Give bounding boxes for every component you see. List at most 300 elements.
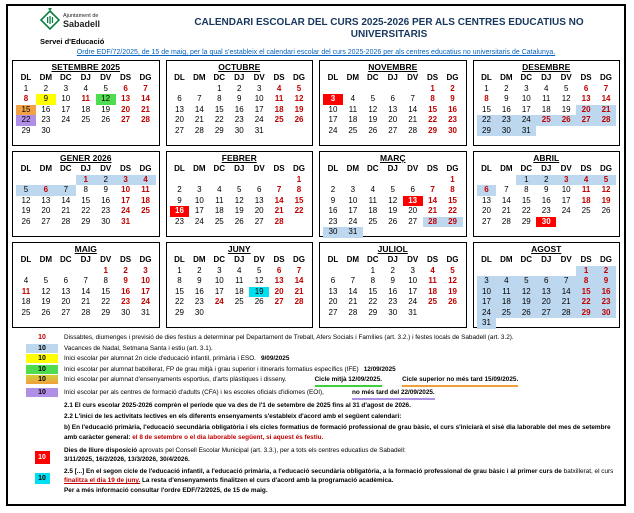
day-cell: 26 [388,216,398,226]
day-cell: 15 [576,287,596,298]
day-cell: 28 [294,297,304,306]
day-cell: 13 [328,286,338,296]
day-cell: 12 [41,286,51,296]
weekday-header: DV [560,73,572,82]
day-cell: 31 [254,125,264,135]
day-cell: 2 [177,185,182,194]
day-cell: 5 [596,175,616,186]
day-cell: 16 [501,104,511,114]
day-cell: 3 [217,265,222,275]
month-calendar-setembre [12,60,160,146]
day-cell: 26 [41,307,51,317]
weekday-header: DJ [541,164,552,173]
day-cell: 2 [450,83,455,93]
day-cell: 13 [536,287,556,298]
day-cell: 5 [103,83,108,93]
month-title: DESEMBRE [522,62,571,72]
day-cell: 15 [521,195,531,205]
day-cell: 9 [330,195,336,205]
day-cell: 1 [484,83,489,93]
legend-date-cicle-superior: Cicle superior no més tard 15/09/2025. [402,375,518,387]
day-cell: 19 [368,115,378,124]
day-cell: 20 [175,115,184,124]
day-cell: 15 [214,104,224,114]
day-cell: 8 [524,185,529,194]
day-cell [383,175,403,186]
day-cell: 1 [296,174,302,184]
day-cell: 23 [541,206,551,215]
legend-row-inici-batxillerat [12,365,620,374]
day-cell [189,84,209,95]
day-cell: 8 [103,276,108,285]
day-cell: 16 [541,195,551,205]
weekday-header: DG [600,164,613,173]
sabadell-logo-icon [40,8,60,35]
day-cell: 11 [215,195,224,205]
day-cell: 19 [388,206,398,215]
day-cell [516,266,536,277]
header [12,8,620,46]
weekday-header: DL [174,255,185,264]
day-cell: 16 [170,206,190,217]
day-cell: 9 [237,94,242,103]
day-cell: 14 [294,276,304,285]
day-cell: 28 [81,307,91,317]
legend-row-lliure-disposicio [12,446,620,464]
day-cell: 20 [576,105,596,116]
day-cell: 6 [390,94,395,103]
day-cell: 1 [450,174,455,184]
day-cell: 16 [328,206,338,215]
day-cell: 9 [197,276,202,285]
day-cell: 24 [254,115,264,124]
day-cell: 19 [21,206,31,215]
day-cell: 1 [370,265,376,275]
weekday-header: DG [139,73,152,82]
weekday-header: DL [20,164,32,173]
day-cell: 27 [482,216,491,226]
day-cell [403,175,423,186]
weekday-header: DL [327,164,339,173]
day-cell: 13 [482,195,491,205]
day-cell: 24 [561,206,571,215]
day-cell: 11 [21,286,31,296]
day-cell: 17 [328,115,338,124]
day-cell: 4 [350,94,356,103]
day-cell: 13 [388,104,398,114]
lliure-dates: 3/11/2025, 16/2/2026, 13/3/2026, 30/4/2026. [64,456,190,463]
day-cell: 22 [16,115,36,126]
legend-text-fi-curs [64,467,620,495]
day-cell: 20 [536,297,556,308]
day-cell: 28 [556,308,576,319]
day-cell [323,266,343,277]
day-cell: 15 [81,195,91,205]
legend-row-weekends [12,333,620,342]
day-cell [16,266,36,277]
day-cell: 23 [496,115,516,126]
day-cell [556,266,576,277]
day-cell: 4 [370,185,376,194]
weekday-header: DJ [541,73,552,82]
legend-date-inici-batxillerat: 12/09/2025 [363,365,396,373]
weekday-header: DV [253,255,265,264]
org-name-small: Ajuntament de [63,12,99,19]
weekday-header: DL [174,73,185,82]
weekday-header: DM [346,164,360,173]
day-cell [363,175,383,186]
day-cell: 17 [521,104,531,114]
day-cell: 2 [43,83,49,93]
day-cell: 2 [596,266,616,277]
day-cell: 28 [274,216,284,226]
day-cell: 5 [43,276,49,285]
day-cell: 17 [254,104,264,114]
day-cell: 4 [83,83,88,93]
day-cell: 14 [348,286,358,296]
day-cell: 9 [390,276,395,285]
legend-text-inici-batxillerat: Inici escolar per alumnat batxillerat, FP de grau mitjà i grau superior i itineraris formatius específics (IFE) [64,365,359,373]
day-cell: 17 [141,286,150,296]
day-cell: 20 [254,206,264,215]
day-cell: 7 [350,276,356,285]
day-cell: 8 [83,185,88,194]
weekday-header: DL [327,73,339,82]
day-cell: 25 [21,307,31,317]
day-cell [229,175,249,186]
month-title: MAIG [74,244,97,254]
day-cell: 3 [350,185,356,194]
day-cell: 5 [237,185,242,194]
day-cell: 2 [504,83,509,93]
day-cell: 10 [561,185,571,194]
day-cell: 26 [294,115,304,124]
day-cell: 23 [175,216,184,226]
day-cell: 6 [583,83,589,93]
day-cell: 27 [576,115,596,126]
day-cell: 30 [121,307,131,317]
weekday-header: DG [293,164,306,173]
page-title: CALENDARI ESCOLAR DEL CURS 2025-2026 PER ALS CENTRES EDUCATIUS NO UNIVERSITARIS [194,17,584,40]
day-cell: 24 [121,206,131,215]
day-cell: 16 [234,104,244,114]
day-cell: 19 [101,104,111,114]
day-cell: 7 [276,185,282,194]
weekday-header: DS [120,164,132,173]
day-cell: 7 [83,276,88,285]
day-cell: 1 [430,83,435,93]
day-cell: 19 [234,206,244,215]
day-cell: 9 [103,185,108,194]
day-cell: 12 [388,195,398,205]
day-cell: 10 [521,94,531,103]
month-calendar-agost [473,242,621,328]
weekday-header: DM [500,255,513,264]
day-cell [170,84,190,95]
weekday-header: DC [213,255,226,264]
day-cell: 11 [542,94,551,103]
weekday-header: DJ [80,164,91,173]
weekday-header: DJ [387,73,398,82]
legend-row-inici-cfa [12,388,620,400]
day-cell: 25 [496,308,516,319]
day-cell: 22 [81,206,91,215]
day-cell [383,84,403,95]
day-cell: 11 [81,94,90,103]
day-cell: 28 [501,216,511,226]
day-cell: 26 [556,115,576,126]
day-cell: 26 [368,125,378,135]
day-cell: 21 [81,297,91,306]
day-cell: 27 [61,307,71,317]
legend-row-fi-curs [12,467,620,495]
weekday-header: DL [327,255,339,264]
day-cell: 22 [368,297,378,306]
day-cell: 22 [576,297,596,308]
day-cell: 27 [388,125,398,135]
day-cell: 6 [123,83,128,93]
day-cell: 27 [274,297,284,306]
day-cell: 23 [448,115,457,124]
weekday-header: DJ [541,255,552,264]
legend-swatch-nadal: 10 [26,344,58,353]
day-cell: 27 [536,308,556,319]
day-cell: 19 [249,287,269,298]
day-cell: 23 [41,115,51,124]
day-cell: 21 [501,206,511,215]
day-cell: 19 [41,297,51,306]
weekday-header: DC [60,255,72,264]
month-calendar-maig [12,242,160,328]
legend-text-inici-infantil: Inici escolar per alumnat 2n cicle d'educació infantil, primària i ESO. [64,355,256,362]
day-cell: 22 [214,115,224,124]
day-cell: 16 [101,195,111,205]
day-cell: 20 [121,104,131,114]
day-cell: 21 [596,105,616,116]
legend-date-inici-infantil: 9/09/2025 [260,355,290,362]
day-cell: 6 [410,185,415,194]
day-cell [477,266,497,277]
day-cell: 2 [536,175,556,186]
weekday-header: DJ [80,73,91,82]
day-cell: 20 [388,115,398,124]
fi-red-date: finalitza el dia 19 de juny. [64,477,141,484]
day-cell: 26 [601,206,611,215]
day-cell: 12 [21,195,31,205]
day-cell: 27 [121,115,131,124]
day-cell: 23 [101,206,111,215]
lliure-title: Dies de lliure disposició [64,447,138,454]
day-cell: 4 [544,83,549,93]
month-calendar-febrer [166,151,314,237]
day-cell: 7 [430,185,435,194]
weekday-header: DS [580,73,592,82]
day-cell: 27 [41,216,51,226]
day-cell: 29 [428,125,438,135]
legend-date-inici-cfa: no més tard del 22/09/2025. [352,388,435,400]
month-title: FEBRER [221,153,257,163]
fi-text2: La resta d'ensenyaments finalitzen el curs d'acord amb la programació acadèmica. [140,477,394,484]
day-cell: 29 [368,307,378,317]
day-cell: 8 [217,94,222,103]
weekday-header: DC [367,164,379,173]
weekday-header: DV [100,73,112,82]
day-cell: 5 [516,276,536,287]
weekday-header: DJ [234,255,245,264]
day-cell: 26 [101,115,111,124]
weekday-header: DM [346,73,360,82]
day-cell: 18 [368,206,378,215]
day-cell: 6 [536,276,556,287]
day-cell: 23 [596,297,616,308]
day-cell: 31 [516,126,536,137]
day-cell: 31 [343,227,363,238]
day-cell: 28 [141,115,150,124]
day-cell: 13 [61,286,71,296]
weekday-header: DC [367,255,379,264]
day-cell [403,84,423,95]
weekday-header: DJ [80,255,91,264]
day-cell [323,84,343,95]
legend-text-inici-esportius: Inici escolar per alumnat d'ensenyaments esportius, d'arts plàstiques i disseny. [64,376,287,383]
day-cell: 29 [214,125,224,135]
weekday-header: DL [20,73,32,82]
weekday-header: DL [481,164,492,173]
weekday-header: DL [20,255,32,264]
month-calendar-març [319,151,467,237]
weekday-header: DS [427,73,439,82]
day-cell [343,175,363,186]
weekday-header: DV [560,255,572,264]
day-cell: 25 [81,115,91,124]
day-cell: 9 [596,276,616,287]
day-cell: 18 [234,286,244,296]
fi-text1: 2.5 [...] En el segon cicle de l'educació infantil, a l'educació primària, a l'educació secundària obligatòria, a la formació professional de grau bàsic i al primer curs de [64,468,562,475]
weekday-header: DG [446,73,459,82]
day-cell: 29 [443,217,463,228]
day-cell: 3 [477,276,497,287]
day-cell: 17 [348,206,358,215]
weekday-header: DS [273,164,285,173]
day-cell: 8 [177,276,182,285]
weekday-header: DG [600,73,613,82]
day-cell [209,175,229,186]
day-cell: 7 [504,185,509,194]
day-cell: 1 [177,265,182,275]
day-cell [423,175,443,186]
day-cell: 25 [536,115,556,126]
paragraph-2-1: 2.1 El curs escolar 2025-2026 comprèn el període que va des de l'1 de setembre de 2025 fins al 31 d'agost de 2026. [64,402,411,409]
day-cell: 11 [235,276,244,285]
day-cell: 25 [348,125,358,135]
day-cell: 5 [563,83,569,93]
weekday-header: DV [560,164,572,173]
day-cell: 30 [596,308,616,319]
day-cell: 28 [596,115,616,126]
day-cell: 27 [175,125,184,135]
day-cell: 3 [256,83,262,93]
day-cell: 22 [294,206,304,215]
day-cell: 24 [516,115,536,126]
fi-text1b: batxillerat, el curs [561,468,614,475]
day-cell: 30 [496,126,516,137]
legend-swatch-fi-curs: 10 [35,473,50,484]
day-cell: 11 [428,276,437,285]
day-cell: 11 [496,287,516,298]
day-cell: 4 [276,83,282,93]
legend-row-inici-esportius [12,375,620,387]
day-cell: 18 [214,206,224,215]
fi-more-info: Per a més informació consultar l'ordre EDF/72/2025, de 15 de maig. [64,487,268,494]
weekday-header: DM [39,164,53,173]
day-cell: 14 [141,94,150,103]
weekday-header: DM [193,73,206,82]
month-title: JULIOL [377,244,408,254]
day-cell: 20 [274,286,284,296]
weekday-header: DG [139,164,152,173]
day-cell: 15 [482,104,491,114]
day-cell: 6 [177,94,182,103]
month-title: JUNY [227,244,251,254]
day-cell: 12 [294,94,304,103]
day-cell: 19 [516,297,536,308]
day-cell: 22 [448,206,457,215]
day-cell: 25 [368,216,378,226]
day-cell: 5 [16,185,36,196]
weekday-header: DV [407,164,419,173]
weekday-header: DV [253,73,265,82]
weekday-header: DG [446,164,459,173]
org-name-big: Sabadell [63,19,101,30]
day-cell: 28 [408,125,418,135]
day-cell: 9 [177,195,182,205]
day-cell: 12 [96,94,116,105]
month-calendar-octubre [166,60,314,146]
day-cell: 24 [141,297,150,306]
legend-row-inici-infantil [12,354,620,363]
day-cell: 12 [601,185,611,194]
day-cell: 30 [194,307,204,317]
day-cell: 12 [561,94,571,103]
day-cell: 19 [294,104,304,114]
legend-swatch-lliure-disposicio: 10 [35,451,50,464]
legend-text-weekends: Dissabtes, diumenges i previsió de dies festius a determinar pel Departament de Treball, Afers Socials i Famílies (art. 3.2.) i festes locals de Sabadell (art. 3.2). [64,334,514,341]
day-cell: 8 [450,185,455,194]
day-cell: 2 [390,265,395,275]
month-title: AGOST [531,244,562,254]
day-cell: 6 [477,185,497,196]
day-cell: 18 [274,104,284,114]
legend [12,333,620,495]
day-cell [189,175,209,186]
day-cell: 10 [121,185,131,194]
day-cell: 27 [254,216,264,226]
order-link[interactable]: Ordre EDF/72/2025, de 15 de maig, per la qual s'estableix el calendari escolar del curs 2025-2026 per als centres educatius no universitaris de Catalunya. [76,49,556,56]
day-cell: 16 [448,104,457,114]
day-cell [56,175,76,186]
weekday-header: DG [446,255,459,264]
weekday-header: DC [60,164,72,173]
day-cell: 16 [41,104,51,114]
month-calendar-juny [166,242,314,328]
day-cell: 18 [348,115,358,124]
day-cell: 17 [194,206,204,215]
day-cell: 5 [370,94,376,103]
day-cell: 31 [408,307,418,317]
weekday-header: DV [407,255,419,264]
day-cell: 20 [482,206,491,215]
paragraph-b [12,423,620,442]
